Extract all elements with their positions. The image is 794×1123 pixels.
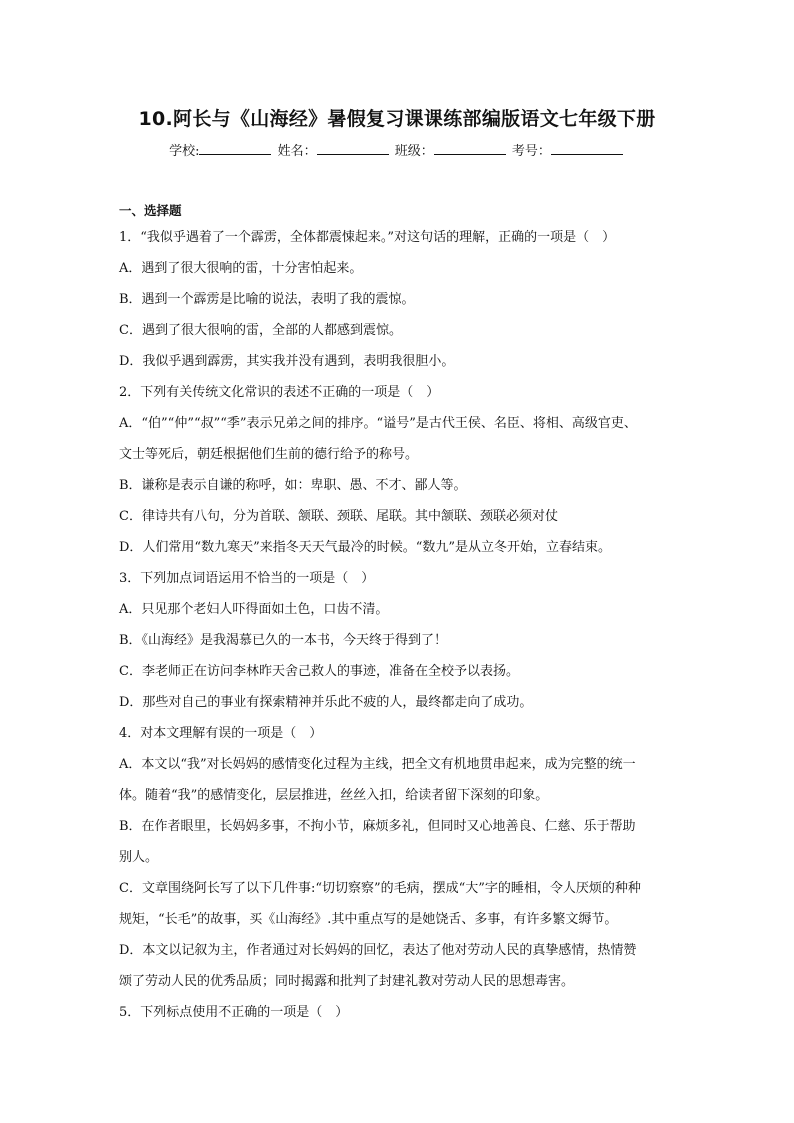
page-title: 10.阿长与《山海经》暑假复习课课练部编版语文七年级下册	[138, 108, 656, 130]
text-line: 4．对本文理解有误的一项是（ ）	[119, 726, 323, 741]
class-blank[interactable]	[434, 142, 506, 155]
text-line: D．本文以记叙为主，作者通过对长妈妈的回忆，表达了他对劳动人民的真挚感情，热情赞	[119, 943, 637, 958]
question-lines	[119, 222, 679, 1028]
name-blank[interactable]	[317, 142, 389, 155]
text-line: A．遇到了很大很响的雷，十分害怕起来。	[119, 261, 363, 276]
exam-number-label: 考号：	[511, 144, 551, 159]
text-line: 3．下列加点词语运用不恰当的一项是（ ）	[119, 571, 375, 586]
text-line: B．在作者眼里，长妈妈多事，不拘小节，麻烦多礼，但同时又心地善良、仁慈、乐于帮助	[119, 819, 636, 834]
section-heading: 一、选择题	[119, 203, 182, 218]
text-line: B．遇到一个霹雳是比喻的说法，表明了我的震惊。	[119, 292, 415, 307]
text-line: 5．下列标点使用不正确的一项是（ ）	[119, 1005, 349, 1020]
text-line: B．谦称是表示自谦的称呼，如：卑职、愚、不才、鄙人等。	[119, 478, 467, 493]
text-line: 颂了劳动人民的优秀品质；同时揭露和批判了封建礼教对劳动人民的思想毒害。	[119, 974, 575, 989]
class-label: 班级：	[394, 144, 434, 159]
exam-number-blank[interactable]	[551, 142, 623, 155]
text-line: 2．下列有关传统文化常识的表述不正确的一项是（ ）	[119, 385, 440, 400]
school-blank[interactable]	[199, 142, 271, 155]
text-line: A．“伯”“仲”“叔”“季”表示兄弟之间的排序。“谥号”是古代王侯、名臣、将相、高级官吏、	[119, 416, 637, 431]
text-line: B．《山海经》是我渴慕已久的一本书，今天终于得到了！	[119, 633, 448, 648]
text-line: A．本文以“我”对长妈妈的感情变化过程为主线，把全文有机地贯串起来，成为完整的统一	[119, 757, 636, 772]
text-line: D．那些对自己的事业有探索精神并乐此不疲的人，最终都走向了成功。	[119, 695, 533, 710]
text-line: D．人们常用“数九寒天”来指冬天天气最冷的时候。“数九”是从立冬开始，立春结束。	[119, 540, 612, 555]
student-info-row	[0, 140, 794, 159]
text-line: D．我似乎遇到霹雳，其实我并没有遇到，表明我很胆小。	[119, 354, 455, 369]
text-line: C．遇到了很大很响的雷，全部的人都感到震惊。	[119, 323, 402, 338]
text-line: 体。随着“我”的感情变化，层层推进，丝丝入扣，给读者留下深刻的印象。	[119, 788, 549, 803]
name-label: 姓名：	[277, 144, 317, 159]
school-label: 学校:	[169, 144, 200, 159]
text-line: A．只见那个老妇人吓得面如土色，口齿不清。	[119, 602, 389, 617]
text-line: 规矩，“长毛”的故事，买《山海经》.其中重点写的是她饶舌、多事，有许多繁文缛节。	[119, 912, 618, 927]
text-line: C．律诗共有八句，分为首联、颔联、颈联、尾联。其中颔联、颈联必须对仗	[119, 509, 558, 524]
text-line: C．文章围绕阿长写了以下几件事:“切切察察”的毛病，摆成“大”字的睡相，令人厌烦的种种	[119, 881, 641, 896]
text-line: 别人。	[119, 850, 159, 865]
question-content	[119, 200, 679, 1028]
text-line: C．李老师正在访问李林昨天舍己救人的事迹，准备在全校予以表扬。	[119, 664, 519, 679]
text-line: 1．“我似乎遇着了一个霹雳，全体都震悚起来。”对这句话的理解，正确的一项是（ ）	[119, 230, 616, 245]
text-line: 文士等死后，朝廷根据他们生前的德行给予的称号。	[119, 447, 419, 462]
